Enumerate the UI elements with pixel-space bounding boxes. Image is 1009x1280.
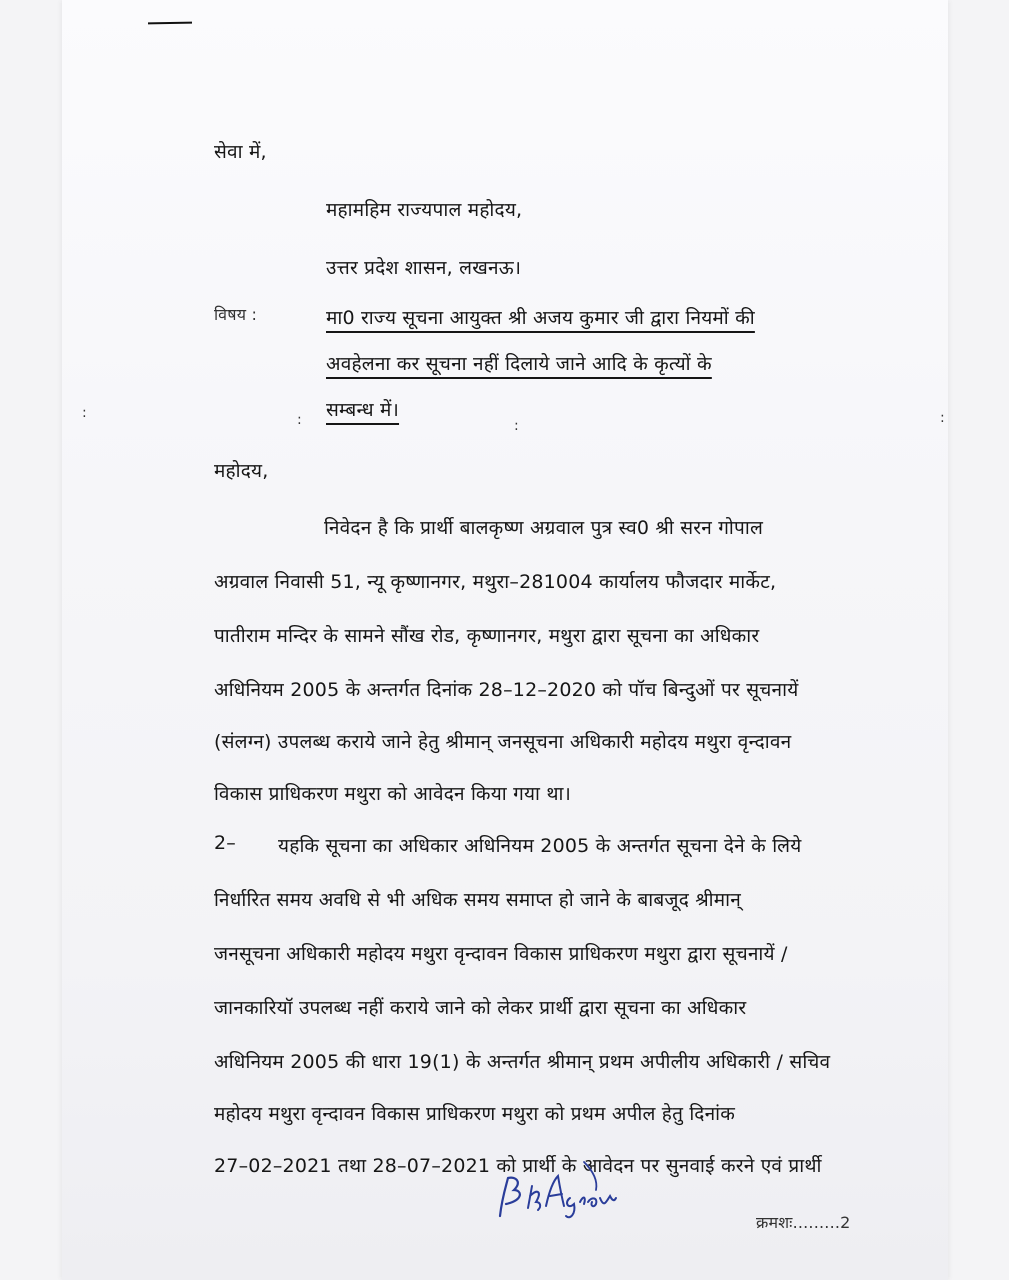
pen-mark xyxy=(148,22,192,25)
margin-mark: : xyxy=(297,412,302,428)
para2-line-6: महोदय मथुरा वृन्दावन विकास प्राधिकरण मथुरा को प्रथम अपील हेतु दिनांक xyxy=(214,1103,736,1125)
continuation-note: क्रमशः.........2 xyxy=(756,1213,851,1232)
greeting: महोदय, xyxy=(214,460,269,482)
subject-label: विषय : xyxy=(214,305,258,324)
margin-mark: : xyxy=(940,410,945,426)
subject-line-2: अवहेलना कर सूचना नहीं दिलाये जाने आदि के कृत्यों के xyxy=(326,353,712,375)
para2-line-5: अधिनियम 2005 की धारा 19(1) के अन्तर्गत श्रीमान् प्रथम अपीलीय अधिकारी / सचिव xyxy=(214,1051,831,1073)
para1-line-5: (संलग्न) उपलब्ध कराये जाने हेतु श्रीमान् जनसूचना अधिकारी महोदय मथुरा वृन्दावन xyxy=(214,731,792,753)
subject-line-1: मा0 राज्य सूचना आयुक्त श्री अजय कुमार जी द्वारा नियमों की xyxy=(326,307,755,329)
para2-number: 2– xyxy=(214,832,236,854)
para1-line-1: निवेदन है कि प्रार्थी बालकृष्ण अग्रवाल पुत्र स्व0 श्री सरन गोपाल xyxy=(324,517,764,539)
para1-line-4: अधिनियम 2005 के अन्तर्गत दिनांक 28–12–2020 को पॉच बिन्दुओं पर सूचनायें xyxy=(214,679,799,701)
para2-line-1: यहकि सूचना का अधिकार अधिनियम 2005 के अन्तर्गत सूचना देने के लिये xyxy=(278,835,802,857)
recipient-line-1: महामहिम राज्यपाल महोदय, xyxy=(326,199,523,221)
para2-line-4: जानकारियॉ उपलब्ध नहीं कराये जाने को लेकर प्रार्थी द्वारा सूचना का अधिकार xyxy=(214,997,747,1019)
subject-line-3: सम्बन्ध में। xyxy=(326,399,400,421)
para1-line-2: अग्रवाल निवासी 51, न्यू कृष्णानगर, मथुरा–281004 कार्यालय फौजदार मार्केट, xyxy=(214,571,777,593)
recipient-line-2: उत्तर प्रदेश शासन, लखनऊ। xyxy=(326,257,522,279)
para2-line-2: निर्धारित समय अवधि से भी अधिक समय समाप्त हो जाने के बाबजूद श्रीमान् xyxy=(214,889,742,911)
salutation-to: सेवा में, xyxy=(214,141,267,163)
para1-line-6: विकास प्राधिकरण मथुरा को आवेदन किया गया था। xyxy=(214,783,572,805)
margin-mark: : xyxy=(514,418,519,434)
para1-line-3: पातीराम मन्दिर के सामने सौंख रोड, कृष्णानगर, मथुरा द्वारा सूचना का अधिकार xyxy=(214,625,760,647)
para2-line-3: जनसूचना अधिकारी महोदय मथुरा वृन्दावन विकास प्राधिकरण मथुरा द्वारा सूचनायें / xyxy=(214,943,788,965)
handwritten-signature xyxy=(492,1158,622,1228)
letter-page xyxy=(62,0,948,1280)
margin-mark: : xyxy=(82,405,87,421)
para2-line-7: 27–02–2021 तथा 28–07–2021 को प्रार्थी के आवेदन पर सुनवाई करने एवं प्रार्थी xyxy=(214,1155,822,1177)
